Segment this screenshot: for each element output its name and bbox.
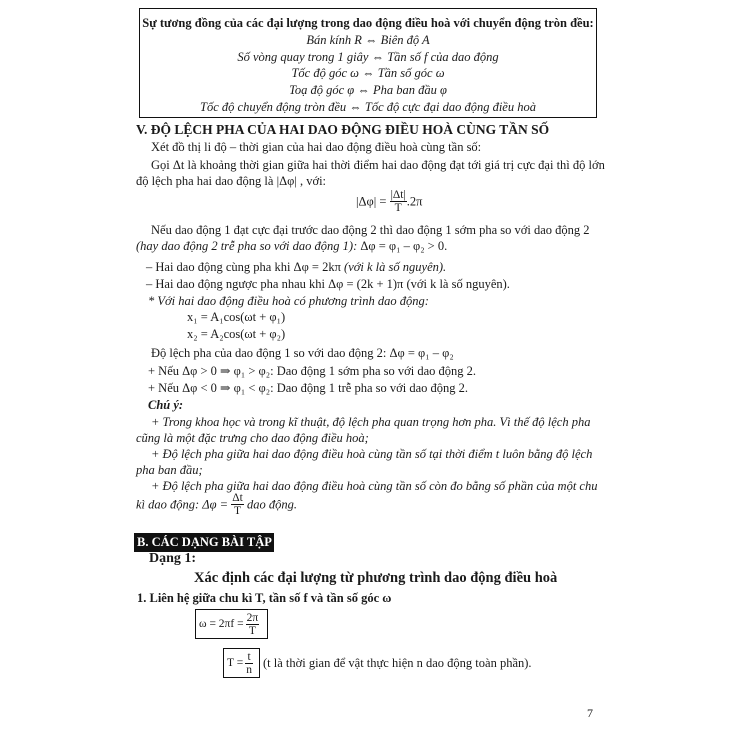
formula-lhs: |Δφ| =: [356, 194, 387, 209]
equation: x₂ = A₂cos(ωt + φ₂): [187, 327, 286, 341]
fraction: [246, 612, 260, 637]
dang-label: Dạng 1:: [149, 551, 197, 566]
fraction-numerator: |Δt|: [390, 189, 406, 201]
fraction-numerator: t: [245, 651, 253, 664]
paragraph: * Với hai dao động điều hoà có phương trình dao động:: [148, 294, 429, 308]
formula-rhs: .2π: [406, 194, 423, 209]
fraction-denominator: n: [246, 663, 252, 676]
case-item: + Nếu Δφ < 0 ⇒ φ₁ < φ₂: Dao động 1 trễ pha so với dao động 2.: [148, 381, 468, 395]
bullet-text: – Hai dao động cùng pha khi Δφ = 2kπ: [146, 260, 341, 274]
formula-box-omega: [195, 609, 268, 639]
dang-title: Xác định các đại lượng từ phương trình dao động điều hoà: [194, 570, 558, 586]
fraction: [245, 651, 253, 676]
inline-formula: kì dao động: Δφ =: [136, 497, 229, 512]
fraction-denominator: T: [394, 202, 402, 214]
paragraph: Gọi Δt là khoảng thời gian giữa hai thời điểm hai dao động đạt tới giá trị cực đại thì độ lớn: [151, 158, 605, 172]
italic-text: (hay dao động 2 trễ pha so với dao động 1):: [136, 239, 358, 253]
section-b-heading: B. CÁC DẠNG BÀI TẬP: [134, 533, 274, 552]
note-line: [136, 492, 297, 517]
paragraph: độ lệch pha hai dao động là |Δφ| , với:: [136, 174, 327, 188]
bullet-item: – Hai dao động ngược pha nhau khi Δφ = (2k + 1)π (với k là số nguyên).: [146, 277, 510, 291]
note-line: + Độ lệch pha giữa hai dao động điều hoà cùng tần số còn đo bằng số phần của một chu: [151, 479, 598, 493]
paragraph: Xét đồ thị li độ – thời gian của hai dao động điều hoà cùng tần số:: [151, 140, 482, 154]
italic-text: (với k là số nguyên).: [340, 260, 447, 274]
summary-line: Tốc độ chuyển động tròn đều ⇔ Tốc độ cực đại dao động điều hoà: [200, 99, 536, 114]
summary-line: Số vòng quay trong 1 giây ⇔ Tần số f của dao động: [237, 49, 499, 64]
note-line: + Độ lệch pha giữa hai dao động điều hoà cùng tần số tại thời điểm t luôn bằng độ lệch: [151, 447, 593, 461]
note-line: + Trong khoa học và trong kĩ thuật, độ lệch pha quan trọng hơn pha. Vì thế độ lệch pha: [151, 415, 591, 429]
summary-line: Tốc độ góc ω ⇔ Tần số góc ω: [291, 66, 445, 81]
formula-lhs: T =: [227, 657, 244, 669]
summary-line: Toạ độ góc φ ⇔ Pha ban đầu φ: [289, 83, 447, 98]
summary-title: Sự tương đồng của các đại lượng trong dao động điều hoà với chuyển động tròn đều:: [142, 16, 594, 30]
formula-note: (t là thời gian để vật thực hiện n dao động toàn phần).: [263, 656, 532, 670]
italic-text: dao động.: [243, 497, 297, 512]
paragraph: Nếu dao động 1 đạt cực đại trước dao động 2 thì dao động 1 sớm pha so với dao động 2: [151, 223, 590, 237]
formula-lhs: ω = 2πf =: [199, 618, 244, 630]
formula-box-period: [223, 648, 260, 678]
fraction: [390, 189, 407, 214]
subheading: 1. Liên hệ giữa chu kì T, tần số f và tần số góc ω: [137, 591, 392, 605]
section-heading: V. ĐỘ LỆCH PHA CỦA HAI DAO ĐỘNG ĐIỀU HOÀ CÙNG TẦN SỐ: [136, 122, 550, 137]
case-item: + Nếu Δφ > 0 ⇒ φ₁ > φ₂: Dao động 1 sớm pha so với dao động 2.: [148, 364, 477, 378]
page-number: 7: [587, 706, 593, 720]
formula-phase-difference: [356, 189, 422, 214]
fraction-denominator: T: [234, 505, 242, 517]
fraction-numerator: 2π: [246, 611, 259, 624]
inline-formula: Δφ = φ₁ – φ₂ > 0.: [357, 239, 448, 253]
bullet-item: [146, 259, 446, 275]
note-title: Chú ý:: [148, 398, 184, 412]
fraction: [231, 492, 244, 517]
fraction-numerator: Δt: [232, 492, 243, 504]
note-line: cũng là một đặc trưng cho dao động điều hoà;: [136, 431, 369, 445]
summary-line: Bán kính R ⇔ Biên độ A: [306, 32, 430, 47]
paragraph: [136, 238, 447, 254]
summary-box: [139, 8, 597, 118]
paragraph: Độ lệch pha của dao động 1 so với dao động 2: Δφ = φ₁ – φ₂: [151, 346, 454, 360]
note-line: pha ban đầu;: [136, 463, 203, 477]
fraction-denominator: T: [248, 624, 256, 637]
equation: x₁ = A₁cos(ωt + φ₁): [187, 310, 286, 324]
